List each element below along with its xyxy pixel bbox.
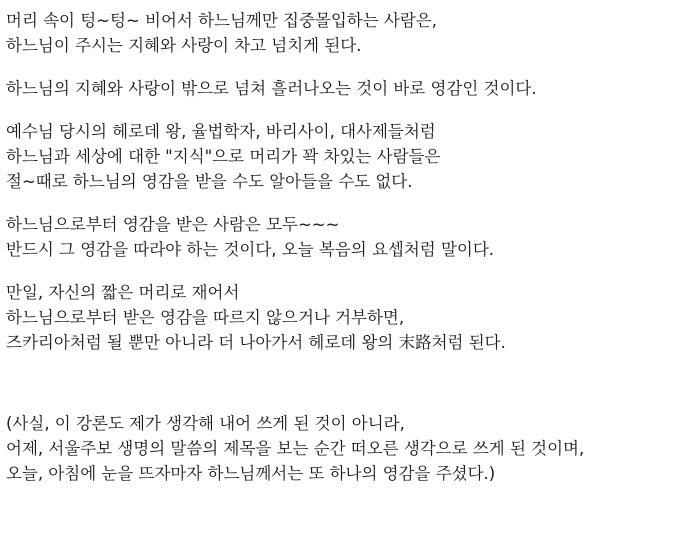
text-line: 하느님과 세상에 대한 "지식"으로 머리가 꽉 차있는 사람들은	[6, 147, 441, 166]
text-line: 하느님으로부터 받은 영감을 따르지 않으거나 거부하면,	[6, 308, 405, 327]
text-line: 오늘, 아침에 눈을 뜨자마자 하느님께서는 또 하나의 영감을 주셨다.)	[6, 464, 496, 483]
text-line: 반드시 그 영감을 따라야 하는 것이다, 오늘 복음의 요셉처럼 말이다.	[6, 240, 495, 259]
text-line: 즈카리아처럼 될 뿐만 아니라 더 나아가서 헤로데 왕의 末路처럼 된다.	[6, 333, 506, 352]
text-line: 어제, 서울주보 생명의 말씀의 제목을 보는 순간 떠오른 생각으로 쓰게 된 것이며,	[6, 439, 585, 458]
text-line: 하느님의 지혜와 사랑이 밖으로 넘쳐 흘러나오는 것이 바로 영감인 것이다.	[6, 79, 537, 98]
text-line: 하느님이 주시는 지혜와 사랑이 차고 넘치게 된다.	[6, 36, 362, 55]
paragraph-1	[6, 8, 679, 58]
text-line: 예수님 당시의 헤로데 왕, 율법학자, 바리사이, 대사제들처럼	[6, 122, 436, 141]
paragraph-5	[6, 280, 679, 355]
text-line: (사실, 이 강론도 제가 생각해 내어 쓰게 된 것이 아니라,	[6, 414, 405, 433]
text-line: 절~때로 하느님의 영감을 받을 수도 알아들을 수도 없다.	[6, 172, 413, 191]
paragraph-2	[6, 76, 679, 101]
text-line: 만일, 자신의 짧은 머리로 재어서	[6, 283, 240, 302]
text-line: 하느님으로부터 영감을 받은 사람은 모두~~~	[6, 215, 340, 234]
paragraph-4	[6, 212, 679, 262]
text-line: 머리 속이 텅~텅~ 비어서 하느님께만 집중몰입하는 사람은,	[6, 11, 437, 30]
paragraph-3	[6, 119, 679, 194]
paragraph-6-note	[6, 411, 679, 486]
